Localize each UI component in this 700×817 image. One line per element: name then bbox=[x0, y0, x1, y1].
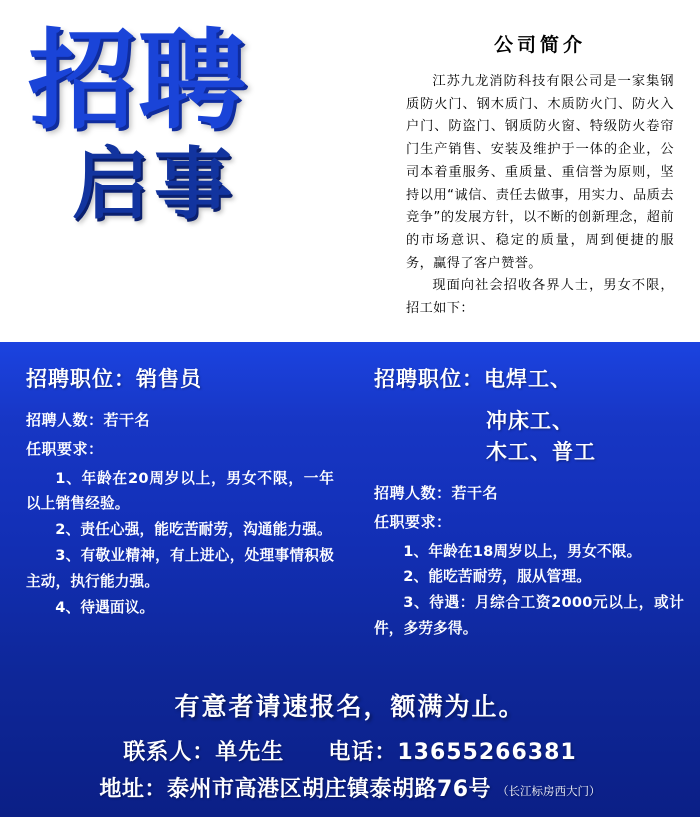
company-intro-heading: 公司简介 bbox=[493, 34, 586, 56]
job-2-count-label: 招聘人数： bbox=[374, 483, 452, 502]
job-2-title-value: 电焊工、 bbox=[484, 367, 572, 391]
job-1-requirement-item: 3、有敬业精神，有上进心，处理事情积极主动，执行能力强。 bbox=[26, 547, 334, 591]
footer-address-row bbox=[10, 772, 690, 803]
footer-address-note: （长江标房西大门） bbox=[497, 784, 601, 798]
poster-title-sub: 启事 bbox=[72, 139, 237, 230]
company-intro-paragraph-2: 现面向社会招收各界人士，男女不限，招工如下： bbox=[406, 278, 674, 317]
job-1-count-label: 招聘人数： bbox=[26, 410, 104, 429]
job-1-count bbox=[26, 406, 334, 435]
footer-contact-row bbox=[10, 735, 690, 766]
footer-phone bbox=[328, 735, 576, 766]
job-1-requirement-item: 1、年龄在20周岁以上，男女不限，一年以上销售经验。 bbox=[26, 469, 334, 513]
job-1-title-label: 招聘职位： bbox=[26, 367, 136, 391]
footer-phone-label: 电话： bbox=[328, 740, 398, 765]
job-2-title-line2: 冲床工、 bbox=[486, 408, 574, 433]
job-column-sales bbox=[0, 364, 350, 673]
footer-phone-value: 13655266381 bbox=[397, 740, 577, 765]
job-2-count-value: 若干名 bbox=[451, 483, 499, 502]
job-2-requirement-item: 2、能吃苦耐劳，服从管理。 bbox=[403, 568, 592, 586]
job-1-requirement-item: 4、待遇面议。 bbox=[55, 599, 155, 617]
job-1-count-value: 若干名 bbox=[103, 410, 151, 429]
job-2-title-line3: 木工、普工 bbox=[486, 440, 596, 464]
job-1-title-value: 销售员 bbox=[136, 367, 202, 391]
footer-contact-name: 单先生 bbox=[215, 740, 285, 765]
footer-contact-label: 联系人： bbox=[123, 740, 216, 765]
company-intro bbox=[400, 0, 700, 342]
poster-footer bbox=[0, 673, 700, 817]
job-2-title-label: 招聘职位： bbox=[374, 367, 484, 391]
job-column-technical bbox=[350, 364, 700, 673]
footer-slogan: 有意者请速报名，额满为止。 bbox=[174, 692, 526, 721]
poster-title-block bbox=[0, 0, 400, 342]
job-2-count bbox=[374, 479, 684, 508]
footer-address-label: 地址： bbox=[99, 777, 167, 802]
job-listings bbox=[0, 342, 700, 673]
poster-title-main: 招聘 bbox=[28, 19, 249, 144]
job-2-requirement-item: 1、年龄在18周岁以上，男女不限。 bbox=[403, 542, 642, 560]
company-intro-body bbox=[406, 71, 674, 321]
job-2-requirements-heading: 任职要求： bbox=[374, 513, 452, 531]
footer-contact-person bbox=[123, 735, 284, 766]
footer-address-value: 泰州市高港区胡庄镇泰胡路76号 bbox=[166, 777, 492, 802]
job-1-title bbox=[26, 364, 334, 396]
job-1-requirement-item: 2、责任心强，能吃苦耐劳，沟通能力强。 bbox=[55, 521, 332, 539]
poster-header bbox=[0, 0, 700, 342]
company-intro-paragraph-1: 江苏九龙消防科技有限公司是一家集钢质防火门、钢木质门、木质防火门、防火入户门、防盗门、钢质防火窗、特级防火卷帘门生产销售、安装及维护于一体的企业，公司本着重服务、重质量、重信誉为原则，坚持以用“诚信、责任去做事，用实力、品质去竞争”的发展方针，以不断的创新理念，超前的市场意识、稳定的质量，周到便捷的服务，赢得了客户赞誉。 bbox=[406, 74, 674, 271]
job-2-title bbox=[374, 364, 684, 396]
job-2-requirement-item: 3、待遇：月综合工资2000元以上，或计件，多劳多得。 bbox=[374, 594, 684, 638]
job-1-requirements-heading: 任职要求： bbox=[26, 440, 104, 458]
